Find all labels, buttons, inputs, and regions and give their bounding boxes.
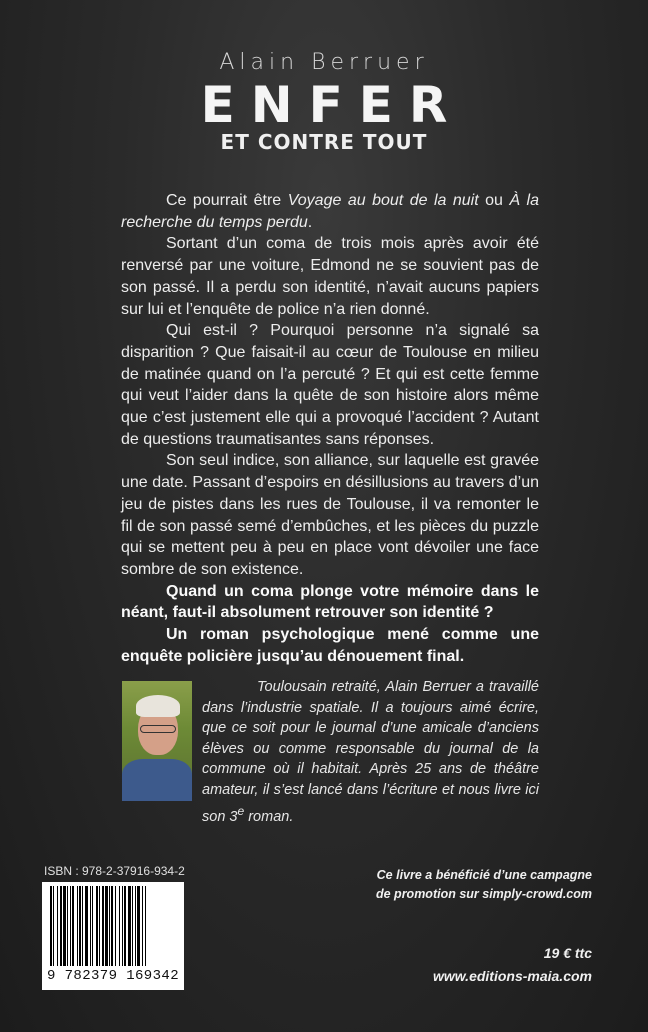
author-name: Alain Berruer (219, 50, 429, 75)
barcode-bars (48, 886, 178, 968)
publisher-website: www.editions-maia.com (433, 968, 592, 984)
price: 19 € ttc (543, 945, 592, 961)
book-title: ENFER (200, 76, 464, 134)
back-cover-blurb (121, 190, 539, 667)
blurb-tagline-2: Un roman psychologique mené comme une enquête policière jusqu’au dénouement final. (121, 626, 539, 665)
blurb-paragraph-4: Son seul indice, son alliance, sur laquelle est gravée une date. Passant d’espoirs en désillusions au travers d’un jeu de pistes dans les rues de Toulouse, il va remonter le fil de son passé semé d’embûches, et les pièces du puzzle qui se mettent peu à peu en place vont dévoiler une face sombre de son existence. (121, 452, 539, 578)
isbn-label: ISBN : 978-2-37916-934-2 (44, 864, 185, 878)
barcode (42, 882, 184, 990)
author-photo (122, 681, 192, 801)
blurb-paragraph-2: Sortant d’un coma de trois mois après avoir été renversé par une voiture, Edmond ne se souvient pas de son passé. Il a perdu son identité, n’avait aucuns papiers sur lui et l’enquête de police n’a rien donné. (121, 235, 539, 318)
blurb-paragraph-1: Ce pourrait être Voyage au bout de la nuit ou À la recherche du temps perdu. (121, 192, 540, 231)
blurb-paragraph-3: Qui est-il ? Pourquoi personne n’a signalé sa disparition ? Que faisait-il au cœur de Toulouse en milieu de matinée quand on l’a percuté ? Et qui est cette femme qui veut l’aider dans la quête de son histoire alors même que c’est justement elle qui a provoqué l’accident ? Autant de questions traumatisantes sans réponses. (121, 322, 539, 448)
blurb-tagline-1: Quand un coma plonge votre mémoire dans le néant, faut-il absolument retrouver son identité ? (121, 582, 539, 622)
book-subtitle: ET CONTRE TOUT (220, 130, 428, 154)
barcode-digits: 9 782379 169342 (46, 968, 180, 984)
author-bio: Toulousain retraité, Alain Berruer a travaillé dans l’industrie spatiale. Il a toujours aimé écrire, que ce soit pour le journal d’une amicale d’anciens élèves ou comme responsable du journal de la commune où il habitait. Après 25 ans de théâtre amateur, il s’est lancé dans l’écriture et nous livre ici son 3e roman. (202, 679, 539, 825)
promo-note: Ce livre a bénéficié d’une campagne de promotion sur simply-crowd.com (376, 868, 592, 901)
